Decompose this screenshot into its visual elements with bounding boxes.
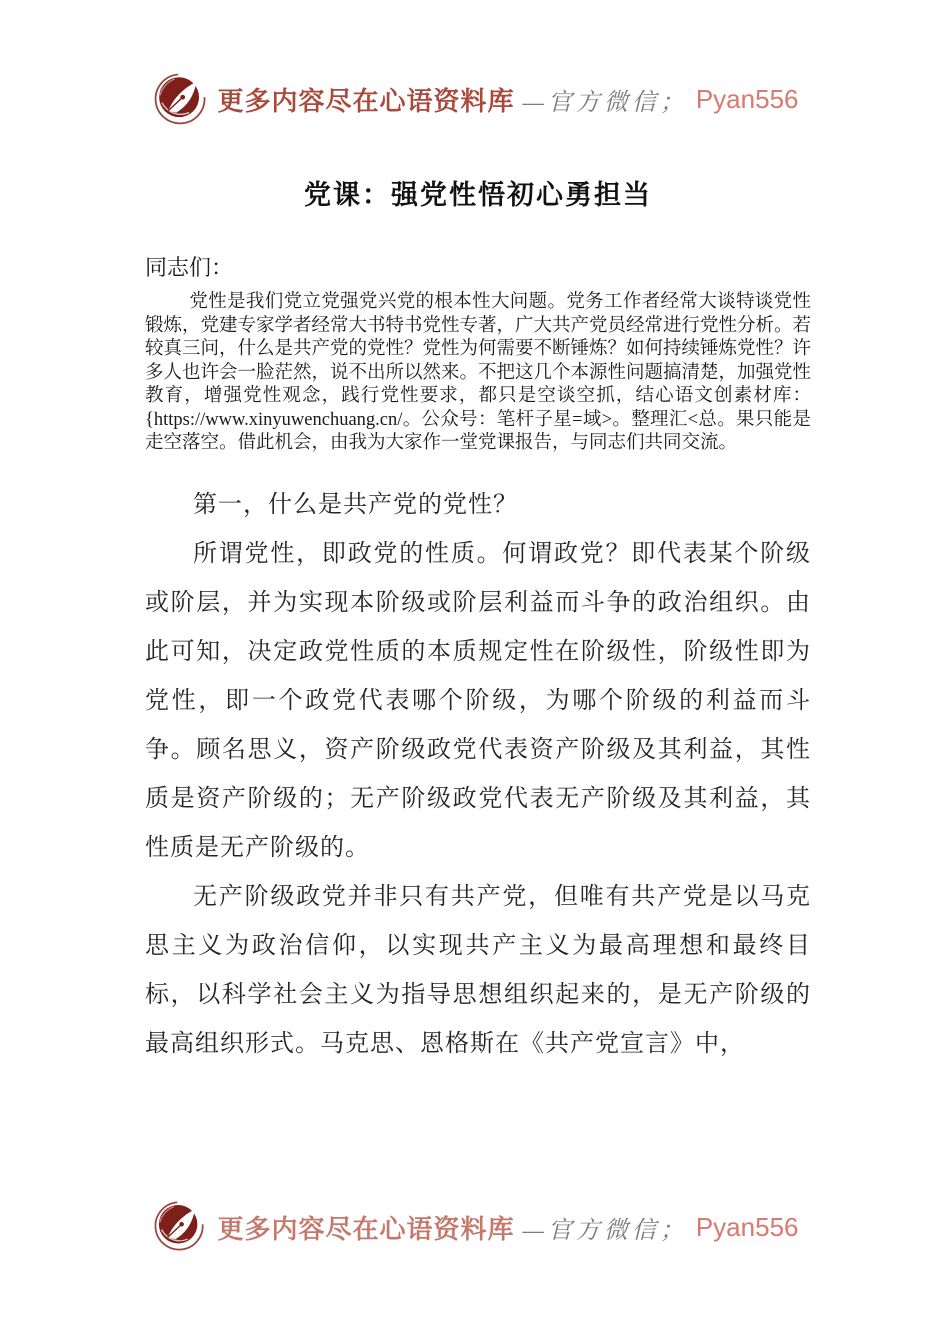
wechat-id: Pyan556 (695, 1211, 799, 1242)
fountain-pen-circle-icon (151, 70, 209, 128)
salutation: 同志们： (145, 255, 234, 280)
brand-text: 更多内容尽在心语资料库 (217, 86, 515, 116)
wechat-channel-label: —官方微信； (522, 1217, 688, 1244)
document-title: 党课：强党性悟初心勇担当 (304, 180, 652, 210)
paragraph-party-nature: 所谓党性，即政党的性质。何谓政党？即代表某个阶级或阶层，并为实现本阶级或阶层利益而斗争的政治组织。由此可知，决定政党性质的本质规定性在阶级性，阶级性即为党性，即一个政党代表哪个阶级，为哪个阶级的利益而斗争。顾名思义，资产阶级政党代表资产阶级及其利益，其性质是资产阶级的；无产阶级政党代表无产阶级及其利益，其性质是无产阶级的。 (145, 540, 811, 861)
brand-text: 更多内容尽在心语资料库 (217, 1214, 515, 1244)
header-watermark (0, 70, 950, 128)
wechat-channel-label: —官方微信； (522, 89, 688, 116)
wechat-id: Pyan556 (695, 83, 799, 114)
footer-watermark (0, 1198, 950, 1256)
section-heading-1: 第一，什么是共产党的党性？ (193, 491, 518, 518)
paragraph-proletarian-party: 无产阶级政党并非只有共产党，但唯有共产党是以马克思主义为政治信仰，以实现共产主义为最高理想和最终目标，以科学社会主义为指导思想组织起来的，是无产阶级的最高组织形式。马克思、恩格斯在《共产党宣言》中， (145, 883, 811, 1057)
document-content (145, 178, 811, 1069)
fountain-pen-circle-icon (151, 1198, 209, 1256)
intro-paragraph: 党性是我们党立党强党兴党的根本性大问题。党务工作者经常大谈特谈党性锻炼，党建专家学者经常大书特书党性专著，广大共产党员经常进行党性分析。若较真三问，什么是共产党的党性？党性为何需要不断锤炼？如何持续锤炼党性？许多人也许会一脸茫然，说不出所以然来。不把这几个本源性问题搞清楚，加强党性教育，增强党性观念，践行党性要求，都只是空谈空抓，结心语文创素材库：{https://www.xinyuwenchuang.cn/。公众号：笔杆子星=域>。整理汇<总。果只能是走空落空。借此机会，由我为大家作一堂党课报告，与同志们共同交流。 (145, 292, 812, 453)
